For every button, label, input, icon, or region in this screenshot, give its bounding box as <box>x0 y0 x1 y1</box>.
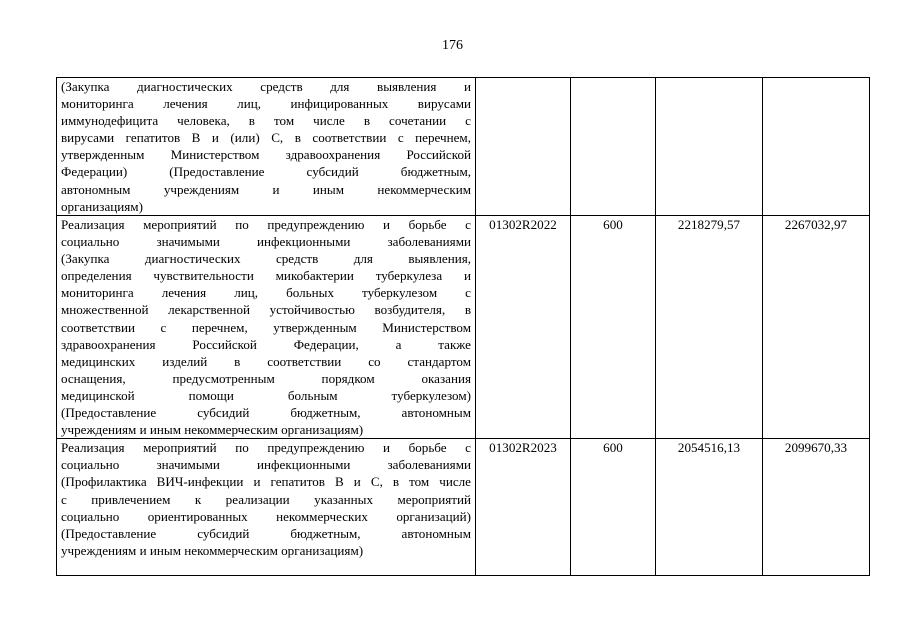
description-line: Федерации) (Предоставление субсидий бюджетным, <box>61 164 471 180</box>
description-line: мониторинга лечения лиц, инфицированных вирусами <box>61 96 471 112</box>
page-number: 176 <box>442 38 463 53</box>
table-row <box>57 78 870 216</box>
description-line: социально значимыми инфекционными заболеваниями <box>61 234 471 250</box>
description-line: Реализация мероприятий по предупреждению и борьбе с <box>61 440 471 456</box>
description-line: учреждениям и иным некоммерческим организациям) <box>61 542 364 558</box>
description-line: определения чувствительности микобактерии туберкулеза и <box>61 268 471 284</box>
description-line: здравоохранения Российской Федерации, а также <box>61 336 471 352</box>
table-row <box>57 439 870 576</box>
description-line: социально ориентированных некоммерческих организаций) <box>61 508 471 524</box>
description-text <box>61 78 471 215</box>
amount-year1-cell <box>656 78 763 216</box>
description-line: медицинских изделий в соответствии со стандартом <box>61 353 471 369</box>
amount-year2-cell: 2267032,97 <box>763 216 870 439</box>
expense-type-cell: 600 <box>571 216 656 439</box>
description-line: организациям) <box>61 198 143 214</box>
description-line: медицинской помощи больным туберкулезом) <box>61 387 471 403</box>
description-line: автономным учреждениям и иным некоммерческим <box>61 181 471 197</box>
budget-table <box>56 77 870 576</box>
amount-year1-cell: 2054516,13 <box>656 439 763 576</box>
table-row <box>57 216 870 439</box>
target-code-cell: 01302R2022 <box>476 216 571 439</box>
target-code-cell <box>476 78 571 216</box>
expense-type-cell: 600 <box>571 439 656 576</box>
description-text <box>61 439 471 559</box>
description-line: вирусами гепатитов B и (или) C, в соответствии с перечнем, <box>61 130 471 146</box>
description-line: социально значимыми инфекционными заболеваниями <box>61 457 471 473</box>
description-line: с привлечением к реализации указанных мероприятий <box>61 491 471 507</box>
description-line: (Предоставление субсидий бюджетным, автономным <box>61 405 471 421</box>
description-line: оснащения, предусмотренным порядком оказания <box>61 370 471 386</box>
description-line: мониторинга лечения лиц, больных туберкулезом с <box>61 285 471 301</box>
description-line: (Профилактика ВИЧ-инфекции и гепатитов B и C, в том числе <box>61 474 471 490</box>
description-line: множественной лекарственной устойчивостью возбудителя, в <box>61 302 471 318</box>
description-line: Реализация мероприятий по предупреждению и борьбе с <box>61 217 471 232</box>
amount-year2-cell: 2099670,33 <box>763 439 870 576</box>
row-description <box>57 78 476 216</box>
expense-type-cell <box>571 78 656 216</box>
description-line: соответствии с перечнем, утвержденным Министерством <box>61 319 471 335</box>
amount-year1-cell: 2218279,57 <box>656 216 763 439</box>
target-code-cell: 01302R2023 <box>476 439 571 576</box>
description-line: (Закупка диагностических средств для выявления и <box>61 79 471 94</box>
amount-year2-cell <box>763 78 870 216</box>
description-line: иммунодефицита человека, в том числе в сочетании с <box>61 113 471 129</box>
description-line: (Предоставление субсидий бюджетным, автономным <box>61 525 471 541</box>
description-line: (Закупка диагностических средств для выявления, <box>61 251 471 267</box>
description-text <box>61 216 471 438</box>
description-line: учреждениям и иным некоммерческим организациям) <box>61 422 364 438</box>
row-description <box>57 216 476 439</box>
description-line: утвержденным Министерством здравоохранения Российской <box>61 147 471 163</box>
row-description <box>57 439 476 576</box>
